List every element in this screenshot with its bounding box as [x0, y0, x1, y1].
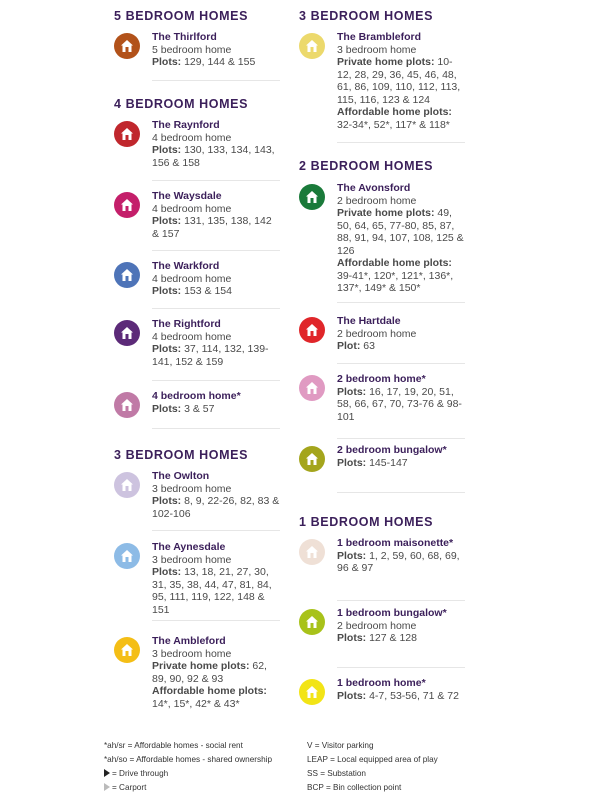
- two-bed-heading: 2 BEDROOM HOMES: [299, 159, 434, 173]
- home-type: 3 bedroom home: [152, 482, 232, 495]
- home-type: 5 bedroom home: [152, 43, 232, 56]
- one-bed-heading: 1 BEDROOM HOMES: [299, 515, 434, 529]
- home-plots: [337, 690, 465, 703]
- home-text: [337, 537, 465, 575]
- home-text: [337, 607, 465, 645]
- plots-value: 37, 114, 132, 139-141, 152 & 159: [152, 343, 269, 368]
- home-name: 1 bedroom bungalow*: [337, 607, 447, 619]
- divider: [152, 180, 280, 181]
- three-bed-heading: 3 BEDROOM HOMES: [299, 9, 434, 23]
- home-badge: [299, 184, 325, 210]
- affordable-plots-value: 32-34*, 52*, 117* & 118*: [337, 118, 450, 131]
- home-plots-affordable: [337, 106, 465, 131]
- home-type: 2 bedroom home: [337, 194, 417, 207]
- divider: [152, 250, 280, 251]
- legend-substation: SS = Substation: [307, 769, 366, 778]
- home-badge: [114, 192, 140, 218]
- plots-label: Plots:: [152, 402, 182, 415]
- plots-value: 13, 18, 21, 27, 30, 31, 35, 38, 44, 47, 81, 84, 95, 111, 119, 122, 148 & 151: [152, 566, 272, 616]
- home-plots: [337, 386, 465, 424]
- home-name: The Owlton: [152, 470, 210, 482]
- home-plots: [152, 343, 280, 368]
- affordable-plots-value: 39-41*, 120*, 121*, 136*, 137*, 149* & 150*: [337, 269, 454, 294]
- home-text: [152, 31, 280, 69]
- divider: [337, 492, 465, 493]
- house-icon: [120, 478, 134, 492]
- home-badge: [299, 317, 325, 343]
- plots-value: 145-147: [369, 456, 408, 469]
- home-plots: [152, 495, 280, 520]
- plots-value: 63: [363, 340, 375, 352]
- plots-label: Plots:: [152, 566, 182, 578]
- house-icon: [120, 198, 134, 212]
- plots-value: 49, 50, 64, 65, 77-80, 85, 87, 88, 91, 94, 107, 108, 125 & 126: [337, 207, 464, 257]
- home-text: [152, 318, 280, 368]
- home-name: The Thirlford: [152, 31, 217, 43]
- divider: [152, 80, 280, 81]
- home-name: The Ambleford: [152, 635, 226, 647]
- home-type: 4 bedroom home: [152, 330, 232, 343]
- plots-value: 8, 9, 22-26, 82, 83 & 102-106: [152, 495, 280, 520]
- drive-through-icon: [104, 769, 110, 777]
- home-type: 4 bedroom home: [152, 131, 232, 144]
- plots-label: Private home plots:: [337, 207, 435, 219]
- home-badge: [299, 375, 325, 401]
- affordable-plots-label: Affordable home plots:: [337, 257, 452, 269]
- plots-label: Private home plots:: [152, 660, 250, 672]
- legend-bin-collection: BCP = Bin collection point: [307, 783, 402, 792]
- plots-value: 16, 17, 19, 20, 51, 58, 66, 67, 70, 73-76 & 98-101: [337, 385, 462, 423]
- home-text: [337, 444, 465, 469]
- plots-label: Plots:: [152, 144, 182, 156]
- plots-label: Plots:: [152, 343, 182, 355]
- home-plots: [337, 207, 465, 257]
- affordable-plots-label: Affordable home plots:: [337, 106, 452, 118]
- home-badge: [114, 543, 140, 569]
- home-badge: [299, 539, 325, 565]
- home-text: [152, 470, 280, 520]
- plots-label: Private home plots:: [337, 56, 435, 68]
- divider: [152, 308, 280, 309]
- home-name: 4 bedroom home*: [152, 390, 241, 402]
- five-bed-heading: 5 BEDROOM HOMES: [114, 9, 249, 23]
- plots-value: 1, 2, 59, 60, 68, 69, 96 & 97: [337, 549, 460, 574]
- plots-label: Plot:: [337, 340, 361, 352]
- plots-label: Plots:: [337, 385, 367, 398]
- plots-value: 127 & 128: [369, 632, 417, 644]
- house-icon: [305, 39, 319, 53]
- house-icon: [305, 685, 319, 699]
- legend-ah-sr: *ah/sr = Affordable homes - social rent: [104, 741, 243, 750]
- home-text: [152, 190, 280, 240]
- plots-label: Plots:: [337, 549, 367, 562]
- house-icon: [305, 190, 319, 204]
- home-badge: [299, 446, 325, 472]
- plots-value: 130, 133, 134, 143, 156 & 158: [152, 144, 275, 169]
- home-plots: [152, 215, 280, 240]
- plots-label: Plots:: [337, 689, 367, 702]
- home-name: The Rightford: [152, 318, 221, 330]
- home-badge: [114, 320, 140, 346]
- divider: [337, 600, 465, 601]
- home-plots: [152, 144, 280, 169]
- plots-label: Plots:: [152, 495, 182, 507]
- home-plots: [337, 457, 465, 470]
- home-badge: [114, 121, 140, 147]
- house-icon: [305, 381, 319, 395]
- home-type: 4 bedroom home: [152, 272, 232, 285]
- house-icon: [120, 643, 134, 657]
- home-name: 2 bedroom bungalow*: [337, 444, 447, 456]
- legend-carport-label: = Carport: [112, 783, 147, 792]
- house-icon: [120, 39, 134, 53]
- plots-label: Plots:: [152, 215, 182, 227]
- legend-drive-through-label: = Drive through: [112, 769, 169, 778]
- plots-label: Plots:: [152, 56, 182, 68]
- divider: [152, 428, 280, 429]
- house-icon: [305, 615, 319, 629]
- house-icon: [120, 127, 134, 141]
- divider: [337, 363, 465, 364]
- home-badge: [299, 679, 325, 705]
- house-icon: [305, 545, 319, 559]
- home-text: [337, 677, 465, 702]
- divider: [337, 302, 465, 303]
- home-text: [152, 260, 280, 298]
- home-badge: [114, 33, 140, 59]
- home-name: 2 bedroom home*: [337, 373, 426, 385]
- home-type: 2 bedroom home: [337, 327, 417, 340]
- home-plots: [152, 660, 280, 685]
- legend-carport: [104, 783, 146, 792]
- plots-label: Plots:: [337, 456, 367, 469]
- home-plots: [152, 566, 280, 616]
- house-icon: [120, 549, 134, 563]
- home-text: [152, 541, 280, 616]
- home-text: [152, 119, 280, 169]
- home-badge: [299, 33, 325, 59]
- legend-leap: LEAP = Local equipped area of play: [307, 755, 438, 764]
- plots-value: 129, 144 & 155: [184, 56, 256, 68]
- plots-value: 4-7, 53-56, 71 & 72: [369, 689, 459, 702]
- home-badge: [114, 472, 140, 498]
- home-name: 1 bedroom maisonette*: [337, 537, 454, 549]
- three-bed-heading: 3 BEDROOM HOMES: [114, 448, 249, 462]
- house-icon: [305, 452, 319, 466]
- house-icon: [120, 268, 134, 282]
- divider: [152, 530, 280, 531]
- plots-value: 10-12, 28, 29, 36, 45, 46, 48, 61, 86, 109, 110, 112, 113, 115, 116, 123 & 124: [337, 56, 461, 106]
- home-type: 3 bedroom home: [337, 43, 417, 56]
- home-plots: [152, 285, 280, 298]
- home-plots-affordable: [337, 257, 465, 295]
- four-bed-heading: 4 BEDROOM HOMES: [114, 97, 249, 111]
- plots-label: Plots:: [152, 285, 182, 297]
- plots-value: 131, 135, 138, 142 & 157: [152, 215, 272, 240]
- home-plots-affordable: [152, 685, 280, 710]
- home-name: The Brambleford: [337, 31, 422, 43]
- home-text: [152, 390, 280, 415]
- legend-ah-so: *ah/so = Affordable homes - shared ownership: [104, 755, 273, 764]
- house-icon: [120, 398, 134, 412]
- house-icon: [305, 323, 319, 337]
- plots-label: Plots:: [337, 632, 367, 644]
- home-badge: [114, 637, 140, 663]
- home-plots: [337, 340, 465, 353]
- home-text: [152, 635, 280, 710]
- carport-icon: [104, 783, 110, 791]
- home-name: The Aynesdale: [152, 541, 226, 553]
- home-name: The Hartdale: [337, 315, 401, 327]
- divider: [152, 620, 280, 621]
- home-type: 2 bedroom home: [337, 619, 417, 632]
- divider: [152, 380, 280, 381]
- legend-drive-through: [104, 769, 168, 778]
- home-type: 4 bedroom home: [152, 202, 232, 215]
- home-type: 3 bedroom home: [152, 647, 232, 660]
- plots-value: 153 & 154: [184, 285, 232, 297]
- home-name: The Avonsford: [337, 182, 411, 194]
- home-text: [337, 31, 465, 131]
- home-text: [337, 373, 465, 423]
- home-text: [337, 182, 465, 295]
- home-name: The Warkford: [152, 260, 220, 272]
- home-type: 3 bedroom home: [152, 553, 232, 566]
- home-plots: [152, 56, 280, 69]
- home-name: The Waysdale: [152, 190, 222, 202]
- divider: [337, 142, 465, 143]
- legend-visitor-parking: V = Visitor parking: [307, 741, 374, 750]
- affordable-plots-label: Affordable home plots:: [152, 685, 267, 697]
- home-badge: [114, 392, 140, 418]
- plots-value: 3 & 57: [184, 402, 215, 415]
- home-plots: [337, 632, 465, 645]
- divider: [337, 438, 465, 439]
- home-plots: [337, 550, 465, 575]
- home-name: The Raynford: [152, 119, 220, 131]
- home-name: 1 bedroom home*: [337, 677, 426, 689]
- home-badge: [299, 609, 325, 635]
- home-text: [337, 315, 465, 353]
- home-plots: [337, 56, 465, 106]
- plots-value: 62, 89, 90, 92 & 93: [152, 660, 267, 685]
- divider: [337, 667, 465, 668]
- affordable-plots-value: 14*, 15*, 42* & 43*: [152, 697, 240, 710]
- house-icon: [120, 326, 134, 340]
- home-plots: [152, 403, 280, 416]
- home-badge: [114, 262, 140, 288]
